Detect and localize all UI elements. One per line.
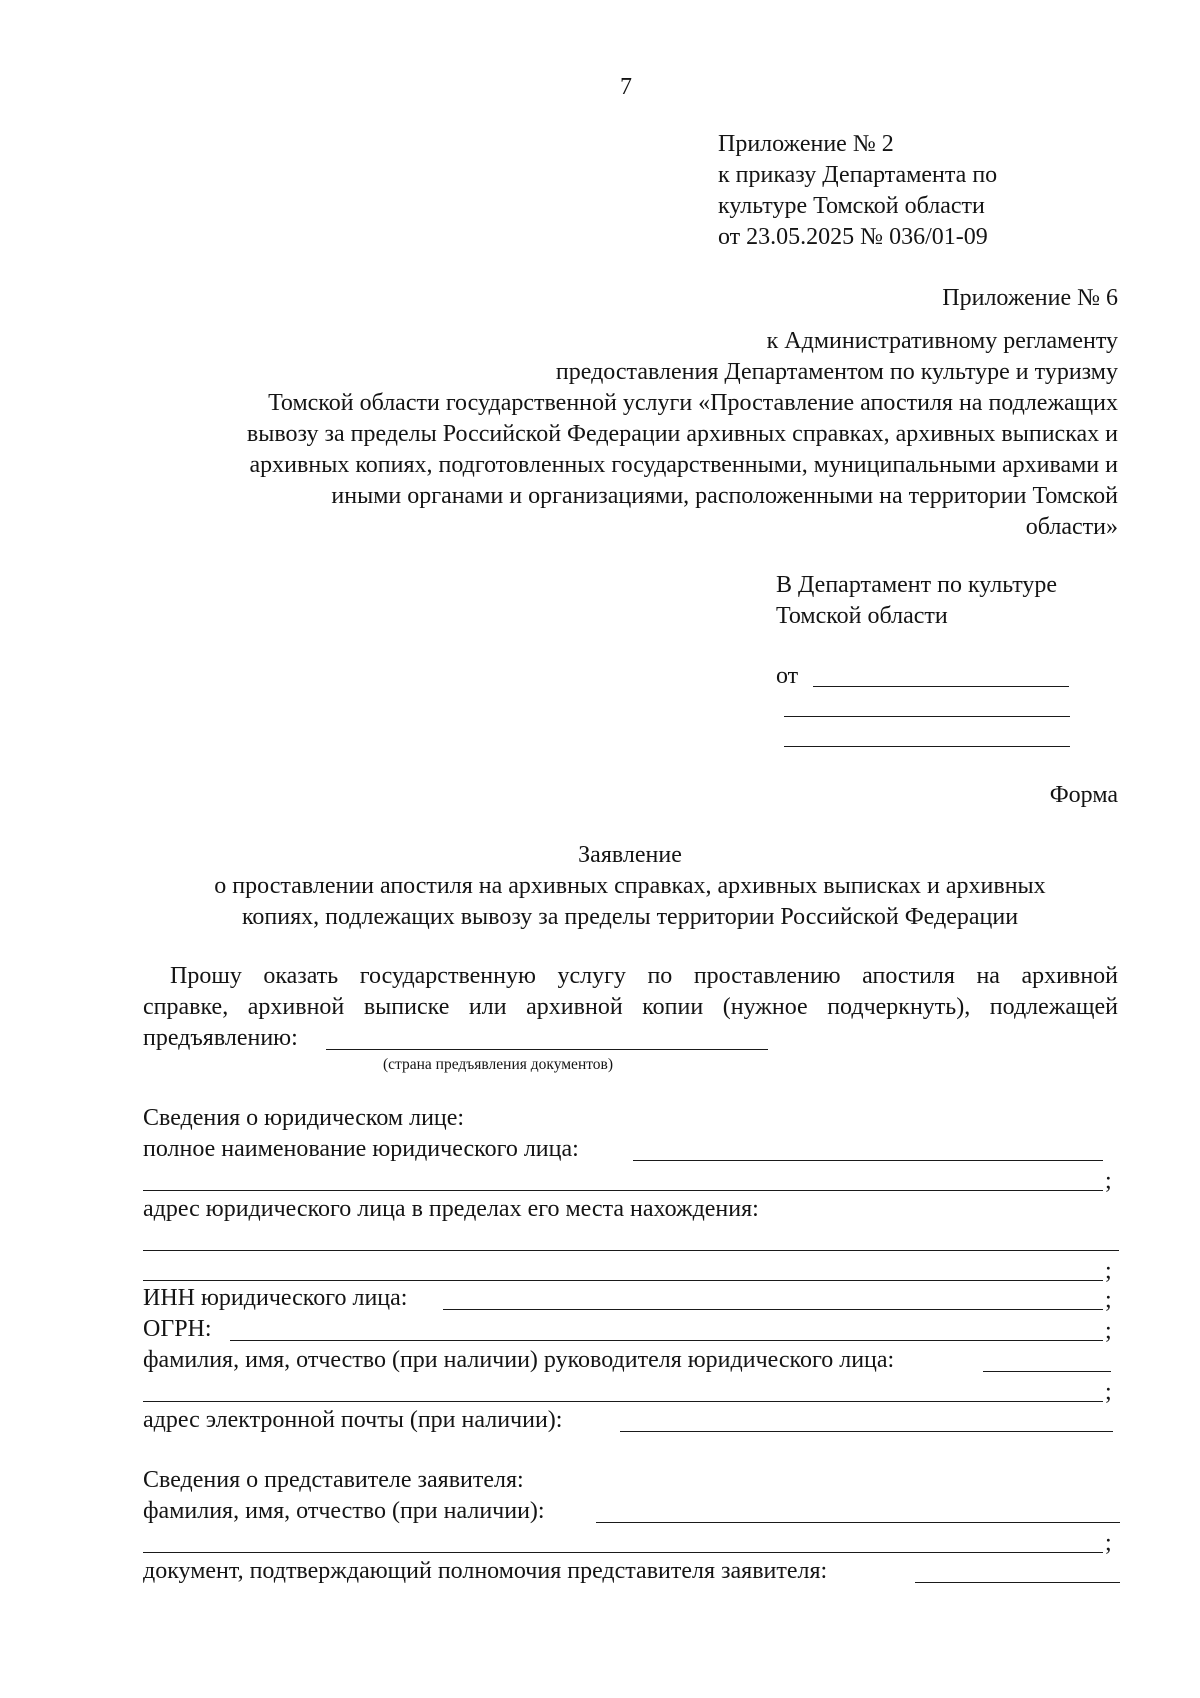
addressee-line: Томской области: [776, 603, 948, 629]
semicolon: ;: [1105, 1530, 1112, 1556]
form-label: Форма: [1049, 782, 1118, 808]
country-field-caption: (страна предъявления документов): [383, 1056, 614, 1073]
authority-document-label: документ, подтверждающий полномочия представителя заявителя:: [143, 1558, 828, 1584]
regulation-line: вывозу за пределы Российской Федерации архивных справках, архивных выписках и: [246, 421, 1118, 447]
inn-field-line[interactable]: [443, 1309, 1103, 1310]
regulation-line: предоставления Департаментом по культуре и туризму: [555, 359, 1118, 385]
attachment-2-title: Приложение № 2: [718, 131, 894, 157]
application-subtitle-line: копиях, подлежащих вывозу за пределы территории Российской Федерации: [241, 904, 1019, 930]
attachment-6-title: Приложение № 6: [942, 285, 1118, 311]
full-name-field-line-1[interactable]: [633, 1160, 1103, 1161]
semicolon: ;: [1105, 1287, 1112, 1313]
address-field-line-2[interactable]: [143, 1280, 1103, 1281]
from-field-line-2[interactable]: [784, 716, 1070, 717]
application-title: Заявление: [578, 842, 682, 868]
legal-entity-heading: Сведения о юридическом лице:: [143, 1105, 465, 1131]
full-name-field-line-2[interactable]: [143, 1190, 1103, 1191]
authority-document-field-line[interactable]: [915, 1582, 1120, 1583]
address-field-line-1[interactable]: [143, 1250, 1119, 1251]
representative-name-label: фамилия, имя, отчество (при наличии):: [143, 1498, 545, 1524]
semicolon: ;: [1105, 1318, 1112, 1344]
semicolon: ;: [1105, 1168, 1112, 1194]
request-line: справке, архивной выписке или архивной копии (нужное подчеркнуть), подлежащей: [143, 994, 1118, 1020]
head-name-field-line-1[interactable]: [983, 1371, 1111, 1372]
regulation-line: архивных копиях, подготовленных государственными, муниципальными архивами и: [249, 452, 1118, 478]
email-field-line[interactable]: [620, 1431, 1113, 1432]
attachment-2-line: к приказу Департамента по: [718, 162, 998, 188]
from-field-line-3[interactable]: [784, 746, 1070, 747]
representative-heading: Сведения о представителе заявителя:: [143, 1467, 524, 1493]
attachment-2-line: от 23.05.2025 № 036/01-09: [718, 224, 988, 250]
regulation-line: области»: [1025, 514, 1118, 540]
full-name-label: полное наименование юридического лица:: [143, 1136, 579, 1162]
request-line: Прошу оказать государственную услугу по проставлению апостиля на архивной: [170, 963, 1118, 989]
head-name-field-line-2[interactable]: [143, 1401, 1103, 1402]
representative-name-field-line-2[interactable]: [143, 1552, 1103, 1553]
ogrn-label: ОГРН:: [143, 1316, 212, 1342]
from-field-line-1[interactable]: [813, 686, 1069, 687]
email-label: адрес электронной почты (при наличии):: [143, 1407, 563, 1433]
head-name-label: фамилия, имя, отчество (при наличии) руководителя юридического лица:: [143, 1347, 895, 1373]
inn-label: ИНН юридического лица:: [143, 1285, 408, 1311]
request-line: предъявлению:: [143, 1025, 298, 1051]
regulation-line: Томской области государственной услуги «Проставление апостиля на подлежащих: [268, 390, 1118, 416]
representative-name-field-line-1[interactable]: [596, 1522, 1120, 1523]
address-label: адрес юридического лица в пределах его места нахождения:: [143, 1196, 759, 1222]
attachment-2-line: культуре Томской области: [718, 193, 985, 219]
regulation-line: иными органами и организациями, расположенными на территории Томской: [331, 483, 1118, 509]
from-label: от: [776, 663, 799, 689]
application-subtitle-line: о проставлении апостиля на архивных справках, архивных выписках и архивных: [214, 873, 1046, 899]
semicolon: ;: [1105, 1258, 1112, 1284]
country-field-line[interactable]: [326, 1049, 768, 1050]
addressee-line: В Департамент по культуре: [776, 572, 1058, 598]
regulation-line: к Административному регламенту: [766, 328, 1118, 354]
ogrn-field-line[interactable]: [230, 1340, 1103, 1341]
page-number: 7: [620, 74, 632, 100]
semicolon: ;: [1105, 1379, 1112, 1405]
